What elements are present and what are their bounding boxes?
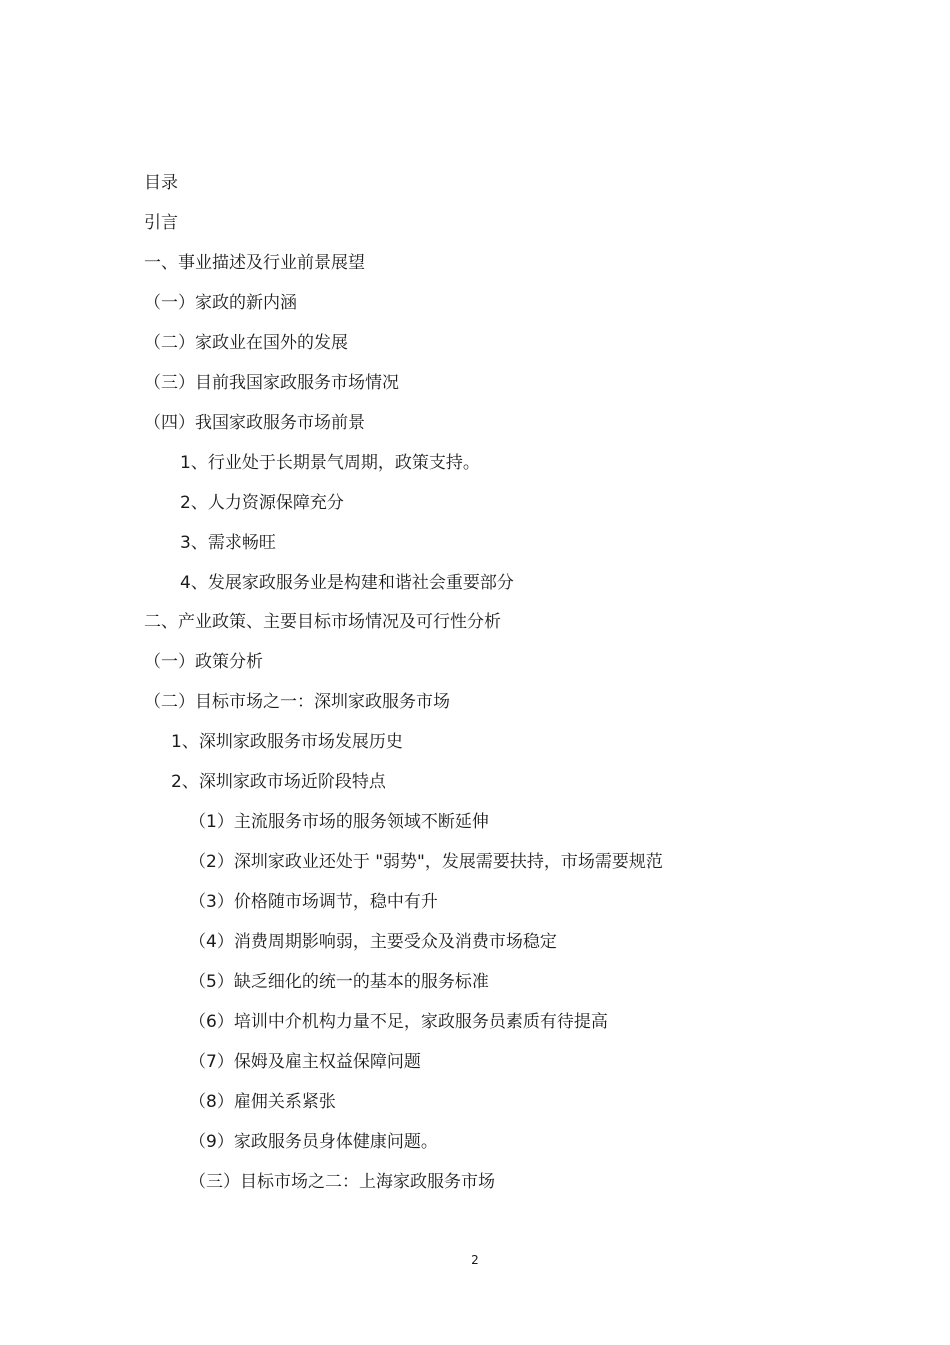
toc-section-1: 一、事业描述及行业前景展望	[144, 253, 365, 273]
toc-item-1-4-1: 1、行业处于长期景气周期，政策支持。	[180, 453, 480, 473]
toc-subsection-1-3: （三）目前我国家政服务市场情况	[144, 373, 399, 393]
toc-point-2: （2）深圳家政业还处于 "弱势"，发展需要扶持，市场需要规范	[189, 852, 663, 872]
toc-point-6: （6）培训中介机构力量不足，家政服务员素质有待提高	[189, 1012, 608, 1032]
toc-point-5: （5）缺乏细化的统一的基本的服务标准	[189, 972, 489, 992]
toc-point-8: （8）雇佣关系紧张	[189, 1092, 336, 1112]
page-number: 2	[471, 1253, 479, 1267]
toc-subsection-2-3: （三）目标市场之二：上海家政服务市场	[189, 1172, 495, 1192]
toc-item-1-4-2: 2、人力资源保障充分	[180, 493, 344, 513]
toc-point-4: （4）消费周期影响弱，主要受众及消费市场稳定	[189, 932, 557, 952]
toc-subsection-2-1: （一）政策分析	[144, 652, 263, 672]
toc-subsection-1-4: （四）我国家政服务市场前景	[144, 413, 365, 433]
toc-item-1-4-3: 3、需求畅旺	[180, 533, 276, 553]
toc-point-3: （3）价格随市场调节，稳中有升	[189, 892, 438, 912]
toc-section-2: 二、产业政策、主要目标市场情况及可行性分析	[144, 612, 501, 632]
toc-subsection-2-2: （二）目标市场之一：深圳家政服务市场	[144, 692, 450, 712]
toc-point-1: （1）主流服务市场的服务领域不断延伸	[189, 812, 489, 832]
toc-item-2-2-1: 1、深圳家政服务市场发展历史	[171, 732, 403, 752]
toc-heading: 目录	[144, 173, 178, 193]
toc-intro: 引言	[144, 213, 178, 233]
toc-item-2-2-2: 2、深圳家政市场近阶段特点	[171, 772, 386, 792]
toc-subsection-1-1: （一）家政的新内涵	[144, 293, 297, 313]
toc-point-7: （7）保姆及雇主权益保障问题	[189, 1052, 421, 1072]
toc-item-1-4-4: 4、发展家政服务业是构建和谐社会重要部分	[180, 573, 514, 593]
toc-subsection-1-2: （二）家政业在国外的发展	[144, 333, 348, 353]
toc-point-9: （9）家政服务员身体健康问题。	[189, 1132, 438, 1152]
